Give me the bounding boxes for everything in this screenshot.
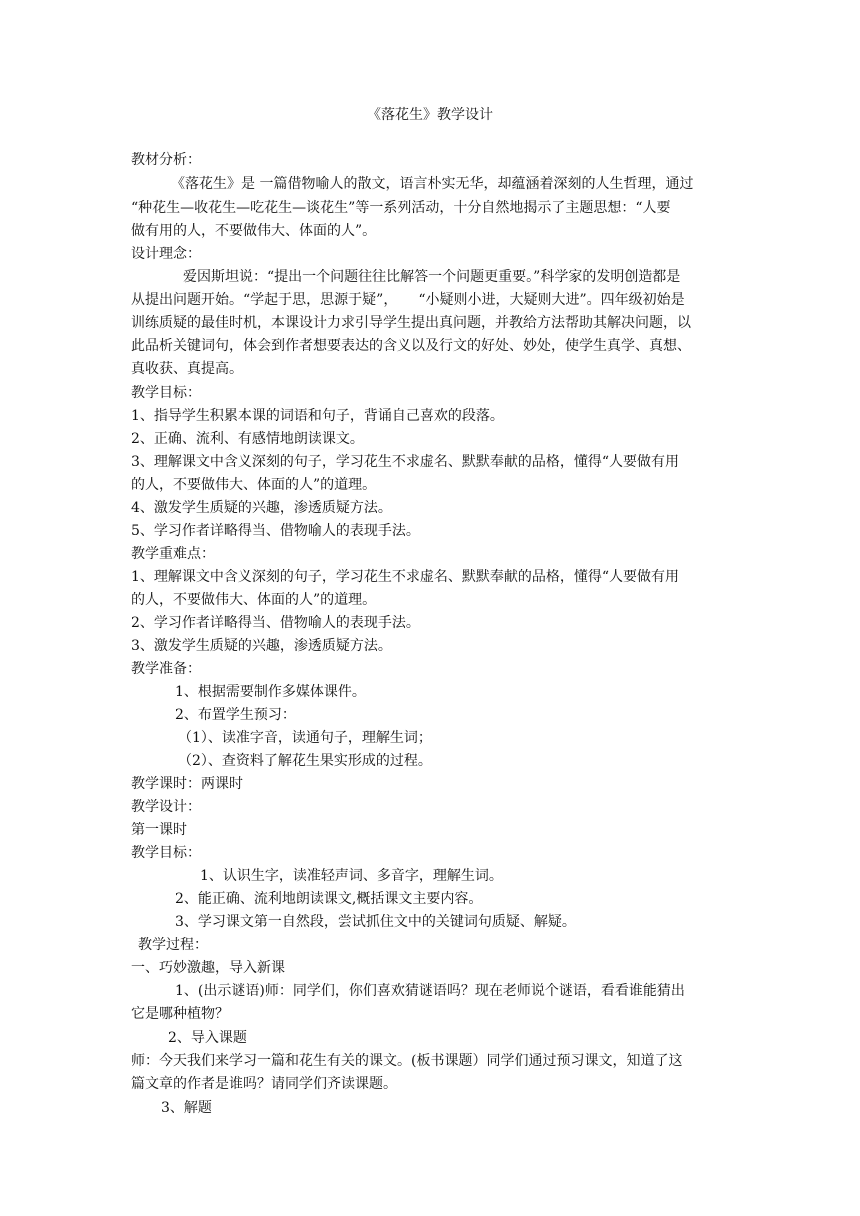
- text-line: “种花生—收花生—吃花生—谈花生”等一系列活动，十分自然地揭示了主题思想：“人要: [131, 200, 671, 216]
- text-line: 教学目标：: [131, 845, 201, 861]
- text-line: 师：今天我们来学习一篇和花生有关的课文。(板书课题）同学们通过预习课文，知道了这: [131, 1053, 683, 1069]
- text-line: 1、指导学生积累本课的词语和句子，背诵自己喜欢的段落。: [131, 408, 504, 424]
- text-line: 2、正确、流利、有感情地朗读课文。: [131, 431, 364, 447]
- text-line: 的人，不要做伟大、体面的人”的道理。: [131, 477, 377, 493]
- text-line: 从提出问题开始。“学起于思，思源于疑”， “小疑则小进，大疑则大进”。四年级初始是: [131, 292, 685, 308]
- text-line: （1）、读准字音，读通句子，理解生词；: [178, 730, 432, 746]
- text-line: 3、解题: [161, 1100, 212, 1116]
- text-line: 2、导入课题: [168, 1030, 247, 1046]
- text-line: 1、认识生字，读准轻声词、多音字，理解生词。: [200, 868, 503, 884]
- text-line: 4、激发学生质疑的兴趣，渗透质疑方法。: [131, 500, 392, 516]
- text-line: 训练质疑的最佳时机，本课设计力求引导学生提出真问题，并教给方法帮助其解决问题，以: [131, 315, 691, 331]
- text-line: （2）、查资料了解花生果实形成的过程。: [178, 753, 432, 769]
- text-line: 篇文章的作者是谁吗？请同学们齐读课题。: [131, 1076, 397, 1092]
- text-line: 教学准备：: [131, 661, 201, 677]
- document-title: 《落花生》教学设计: [367, 107, 493, 123]
- text-line: 它是哪种植物？: [131, 1006, 229, 1022]
- text-line: 2、布置学生预习：: [175, 707, 296, 723]
- text-line: 《落花生》是 一篇借物喻人的散文，语言朴实无华，却蕴涵着深刻的人生哲理，通过: [171, 176, 694, 192]
- text-line: 教材分析：: [131, 152, 201, 168]
- text-line: 教学设计：: [131, 799, 201, 815]
- text-line: 教学目标：: [131, 385, 201, 401]
- text-line: 1、(出示谜语)师：同学们，你们喜欢猜谜语吗？现在老师说个谜语，看看谁能猜出: [175, 983, 685, 999]
- text-line: 5、学习作者详略得当、借物喻人的表现手法。: [131, 523, 420, 539]
- text-line: 2、能正确、流利地朗读课文,概括课文主要内容。: [175, 891, 483, 907]
- text-line: 设计理念：: [131, 246, 201, 262]
- text-line: 第一课时: [131, 822, 187, 838]
- text-line: 爱因斯坦说：“提出一个问题往往比解答一个问题更重要。”科学家的发明创造都是: [183, 269, 681, 285]
- text-line: 3、理解课文中含义深刻的句子，学习花生不求虚名、默默奉献的品格，懂得“人要做有用: [131, 454, 680, 470]
- text-line: 2、学习作者详略得当、借物喻人的表现手法。: [131, 615, 420, 631]
- text-line: 3、激发学生质疑的兴趣，渗透质疑方法。: [131, 638, 392, 654]
- text-line: 的人，不要做伟大、体面的人”的道理。: [131, 592, 377, 608]
- text-line: 3、学习课文第一自然段，尝试抓住文中的关键词句质疑、解疑。: [175, 914, 576, 930]
- text-line: 此品析关键词句，体会到作者想要表达的含义以及行文的好处、妙处，使学生真学、真想、: [131, 338, 691, 354]
- text-line: 教学过程：: [138, 937, 208, 953]
- text-line: 1、理解课文中含义深刻的句子，学习花生不求虚名、默默奉献的品格，懂得“人要做有用: [131, 569, 680, 585]
- text-line: 做有用的人，不要做伟大、体面的人”。: [131, 223, 377, 239]
- text-line: 教学重难点：: [131, 546, 215, 562]
- text-line: 教学课时：两课时: [131, 776, 243, 792]
- text-line: 1、根据需要制作多媒体课件。: [175, 684, 366, 700]
- text-line: 真收获、真提高。: [131, 361, 243, 377]
- text-line: 一、巧妙激趣，导入新课: [131, 960, 285, 976]
